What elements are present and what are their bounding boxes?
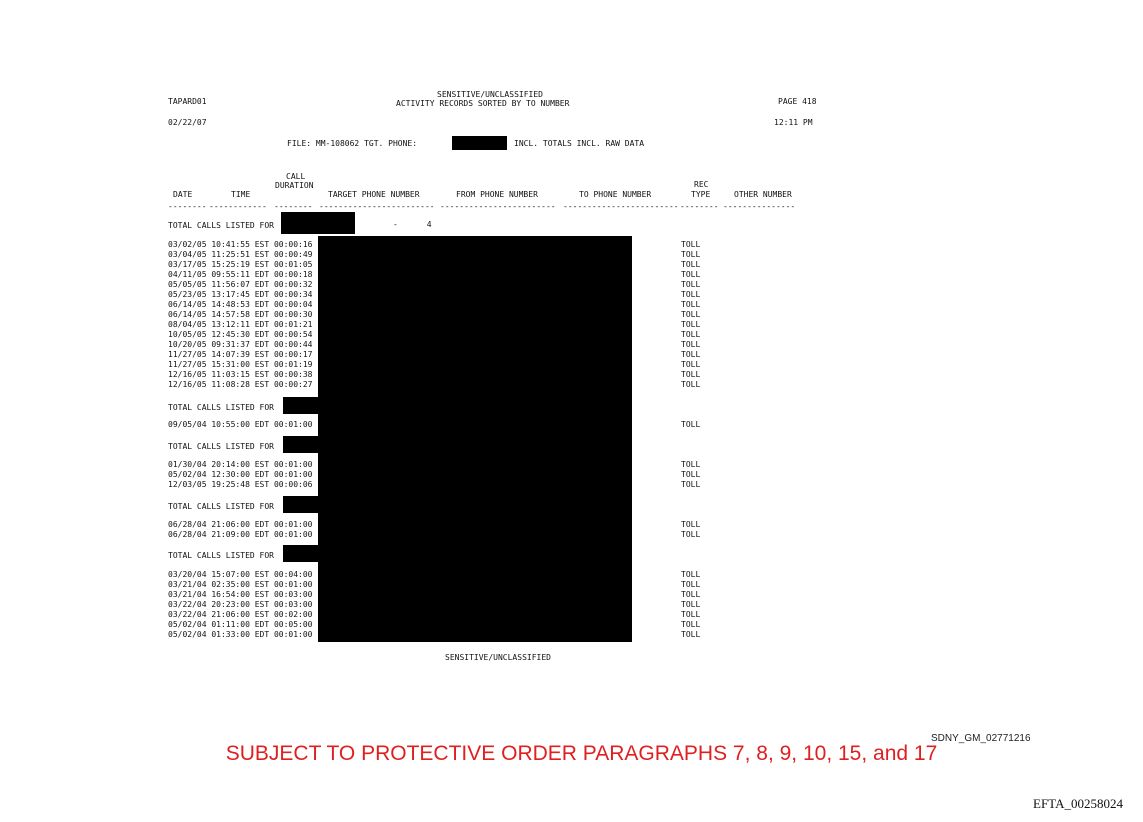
col-time: TIME xyxy=(231,190,251,199)
table-row: 11/27/05 14:07:39 EST 00:00:17 xyxy=(168,350,313,359)
table-row: 06/28/04 21:06:00 EDT 00:01:00 xyxy=(168,520,313,529)
table-row: 12/03/05 19:25:48 EST 00:00:06 xyxy=(168,480,313,489)
table-row: 11/27/05 15:31:00 EST 00:01:19 xyxy=(168,360,313,369)
total-calls-label: TOTAL CALLS LISTED FOR xyxy=(168,403,274,412)
redaction-number xyxy=(281,212,355,234)
table-row: 03/17/05 15:25:19 EST 00:01:05 xyxy=(168,260,313,269)
rec-type: TOLL xyxy=(681,310,701,319)
rec-type: TOLL xyxy=(681,350,701,359)
rec-type: TOLL xyxy=(681,360,701,369)
bates-number: SDNY_GM_02771216 xyxy=(931,733,1031,744)
table-row: 01/30/04 20:14:00 EST 00:01:00 xyxy=(168,460,313,469)
rec-type: TOLL xyxy=(681,320,701,329)
underline-time: ------------ xyxy=(209,202,267,211)
redaction-number xyxy=(283,496,323,513)
rec-type: TOLL xyxy=(681,240,701,249)
rec-type: TOLL xyxy=(681,630,701,639)
rec-type: TOLL xyxy=(681,620,701,629)
rec-type: TOLL xyxy=(681,480,701,489)
rec-type: TOLL xyxy=(681,340,701,349)
report-time: 12:11 PM xyxy=(774,118,813,127)
table-row: 12/16/05 11:03:15 EST 00:00:38 xyxy=(168,370,313,379)
table-row: 05/05/05 11:56:07 EDT 00:00:32 xyxy=(168,280,313,289)
underline-target: ------------------------ xyxy=(319,202,435,211)
table-row: 08/04/05 13:12:11 EDT 00:01:21 xyxy=(168,320,313,329)
rec-type: TOLL xyxy=(681,300,701,309)
table-row: 03/21/04 02:35:00 EST 00:01:00 xyxy=(168,580,313,589)
table-row: 09/05/04 10:55:00 EDT 00:01:00 xyxy=(168,420,313,429)
table-row: 06/14/05 14:48:53 EDT 00:00:04 xyxy=(168,300,313,309)
rec-type: TOLL xyxy=(681,260,701,269)
report-date: 02/22/07 xyxy=(168,118,207,127)
rec-type: TOLL xyxy=(681,290,701,299)
table-row: 06/28/04 21:09:00 EDT 00:01:00 xyxy=(168,530,313,539)
rec-type: TOLL xyxy=(681,250,701,259)
redaction-number xyxy=(283,397,323,414)
total-calls-label: TOTAL CALLS LISTED FOR xyxy=(168,442,274,451)
report-id: TAPARD01 xyxy=(168,97,207,106)
table-row: 10/05/05 12:45:30 EDT 00:00:54 xyxy=(168,330,313,339)
classification-top: SENSITIVE/UNCLASSIFIED xyxy=(437,90,543,99)
redaction-number xyxy=(283,436,323,453)
table-row: 05/23/05 13:17:45 EDT 00:00:34 xyxy=(168,290,313,299)
report-title: ACTIVITY RECORDS SORTED BY TO NUMBER xyxy=(396,99,570,108)
table-row: 03/22/04 20:23:00 EST 00:03:00 xyxy=(168,600,313,609)
table-row: 12/16/05 11:08:28 EST 00:00:27 xyxy=(168,380,313,389)
table-row: 10/20/05 09:31:37 EDT 00:00:44 xyxy=(168,340,313,349)
file-options: INCL. TOTALS INCL. RAW DATA xyxy=(514,139,645,148)
rec-type: TOLL xyxy=(681,460,701,469)
redaction-phone-numbers xyxy=(318,236,632,642)
underline-other: --------------- xyxy=(723,202,796,211)
rec-type: TOLL xyxy=(681,470,701,479)
rec-type: TOLL xyxy=(681,590,701,599)
table-row: 03/22/04 21:06:00 EST 00:02:00 xyxy=(168,610,313,619)
table-row: 05/02/04 01:33:00 EDT 00:01:00 xyxy=(168,630,313,639)
col-type: TYPE xyxy=(691,190,711,199)
total-calls-label: TOTAL CALLS LISTED FOR xyxy=(168,551,274,560)
underline-duration: -------- xyxy=(274,202,313,211)
rec-type: TOLL xyxy=(681,530,701,539)
col-from: FROM PHONE NUMBER xyxy=(456,190,538,199)
table-row: 03/21/04 16:54:00 EST 00:03:00 xyxy=(168,590,313,599)
protective-order-notice: SUBJECT TO PROTECTIVE ORDER PARAGRAPHS 7, 8, 9, 10, 15, and 17 xyxy=(225,742,938,765)
total-calls-count: - 4 xyxy=(393,220,432,229)
rec-type: TOLL xyxy=(681,380,701,389)
col-to: TO PHONE NUMBER xyxy=(579,190,652,199)
rec-type: TOLL xyxy=(681,520,701,529)
page-number: PAGE 418 xyxy=(778,97,817,106)
table-row: 03/04/05 11:25:51 EST 00:00:49 xyxy=(168,250,313,259)
col-rec: REC xyxy=(694,180,709,189)
rec-type: TOLL xyxy=(681,570,701,579)
col-date: DATE xyxy=(173,190,193,199)
col-other: OTHER NUMBER xyxy=(734,190,792,199)
underline-rec: -------- xyxy=(680,202,719,211)
underline-from: ------------------------ xyxy=(440,202,556,211)
table-row: 05/02/04 01:11:00 EDT 00:05:00 xyxy=(168,620,313,629)
underline-to: ------------------------ xyxy=(563,202,679,211)
rec-type: TOLL xyxy=(681,280,701,289)
underline-date: -------- xyxy=(168,202,207,211)
total-calls-label: TOTAL CALLS LISTED FOR xyxy=(168,502,274,511)
total-calls-label: TOTAL CALLS LISTED FOR xyxy=(168,221,274,230)
rec-type: TOLL xyxy=(681,580,701,589)
rec-type: TOLL xyxy=(681,330,701,339)
efta-number: EFTA_00258024 xyxy=(1033,796,1123,811)
table-row: 03/02/05 10:41:55 EST 00:00:16 xyxy=(168,240,313,249)
rec-type: TOLL xyxy=(681,600,701,609)
table-row: 05/02/04 12:30:00 EDT 00:01:00 xyxy=(168,470,313,479)
redaction-target-phone xyxy=(452,136,507,150)
rec-type: TOLL xyxy=(681,270,701,279)
table-row: 04/11/05 09:55:11 EDT 00:00:18 xyxy=(168,270,313,279)
col-duration: DURATION xyxy=(275,181,314,190)
col-call: CALL xyxy=(286,172,306,181)
table-row: 06/14/05 14:57:58 EDT 00:00:30 xyxy=(168,310,313,319)
table-row: 03/20/04 15:07:00 EST 00:04:00 xyxy=(168,570,313,579)
rec-type: TOLL xyxy=(681,610,701,619)
col-target: TARGET PHONE NUMBER xyxy=(328,190,420,199)
rec-type: TOLL xyxy=(681,370,701,379)
file-label: FILE: MM-108062 TGT. PHONE: xyxy=(287,139,418,148)
redaction-number xyxy=(283,545,323,562)
rec-type: TOLL xyxy=(681,420,701,429)
classification-bottom: SENSITIVE/UNCLASSIFIED xyxy=(445,653,551,662)
